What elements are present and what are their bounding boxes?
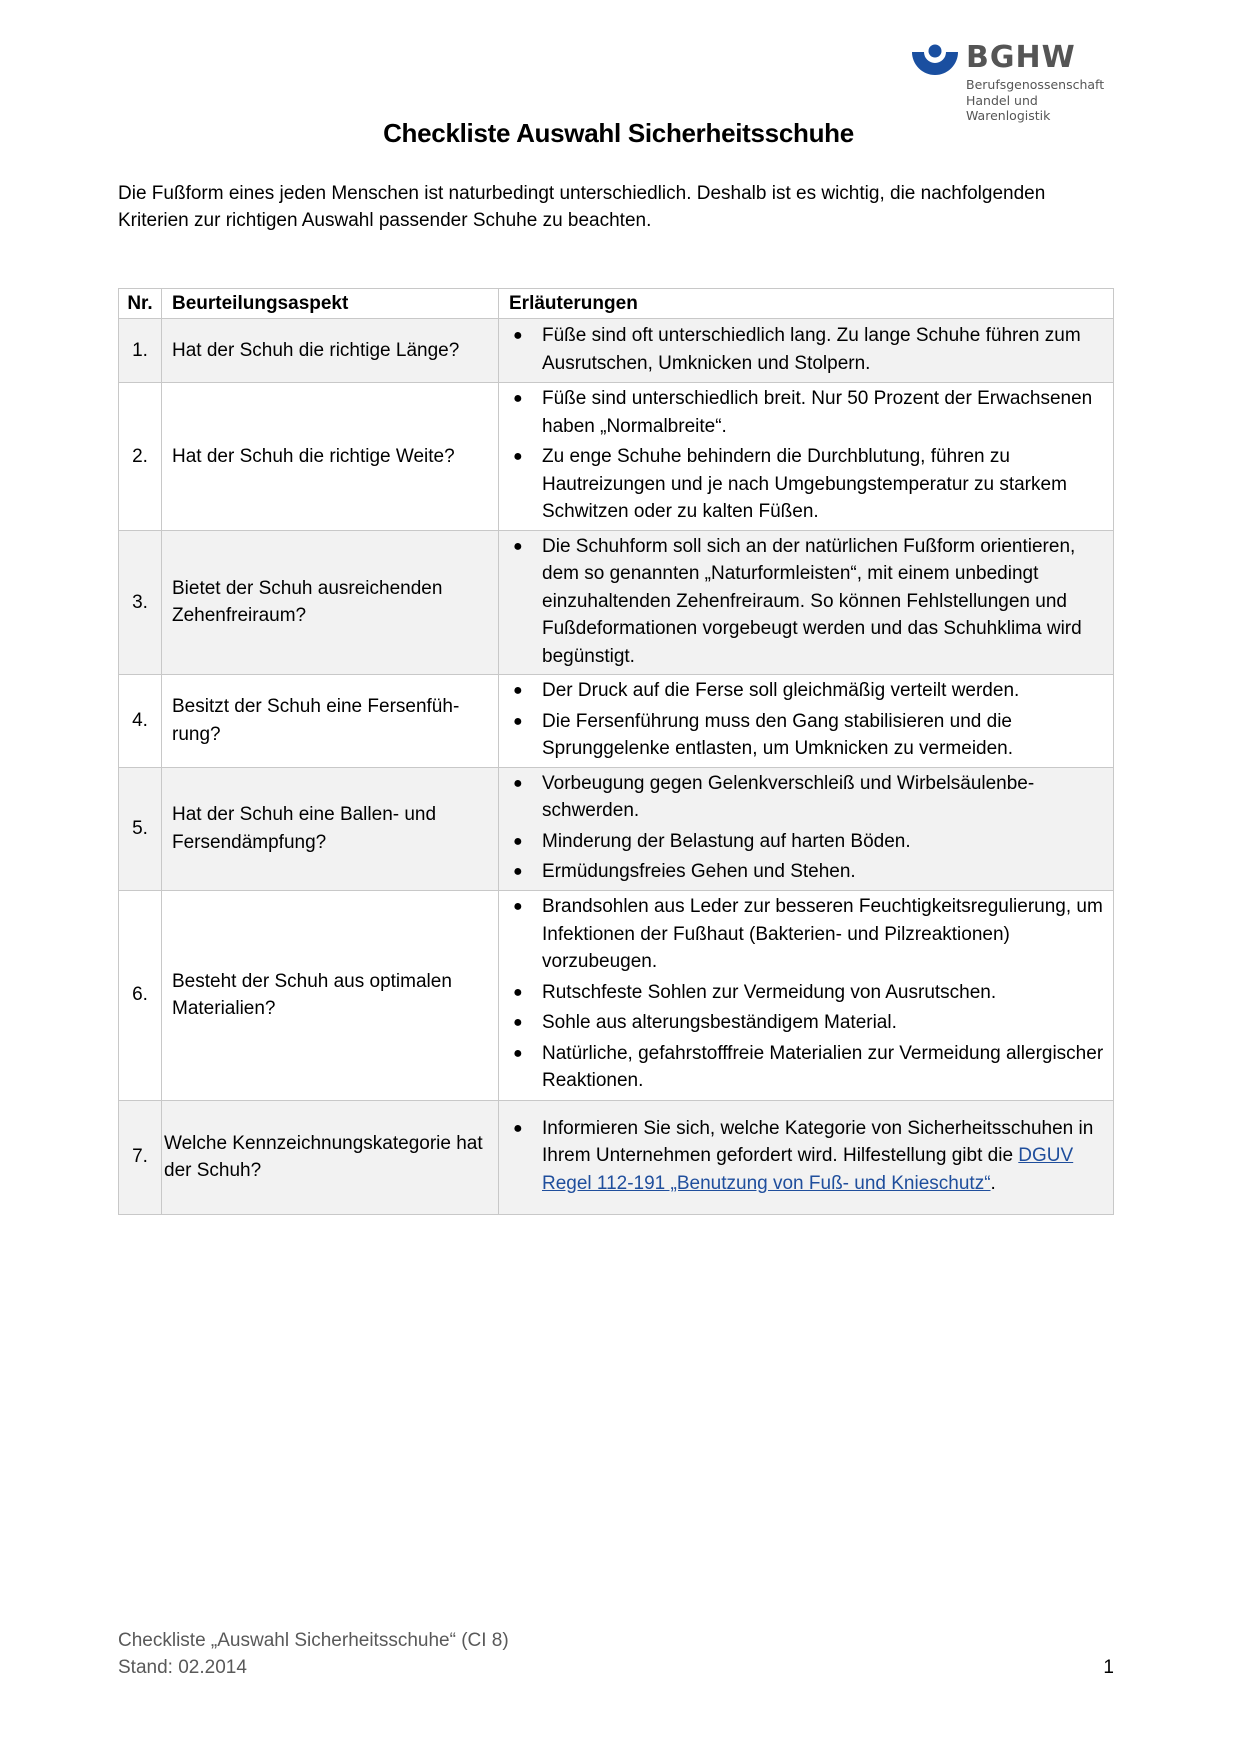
- list-item: ● Ermüdungsfreies Gehen und Stehen.: [509, 858, 1109, 886]
- table-header-row: [119, 289, 1114, 319]
- row-aspect: Hat der Schuh die richtige Weite?: [162, 383, 499, 531]
- row-aspect: Bietet der Schuh ausreichenden Zehenfreiraum?: [162, 530, 499, 675]
- row-number: 6.: [119, 890, 162, 1100]
- row-aspect: Hat der Schuh die richtige Länge?: [162, 319, 499, 383]
- row-aspect: Welche Kennzeichnungskategorie hat der Schuh?: [162, 1100, 499, 1214]
- list-item: ● Der Druck auf die Ferse soll gleichmäßig verteilt werden.: [509, 677, 1109, 705]
- row-number: 2.: [119, 383, 162, 531]
- row-number: 7.: [119, 1100, 162, 1214]
- list-item: ● Minderung der Belastung auf harten Böden.: [509, 828, 1109, 856]
- table-row: [119, 383, 1114, 531]
- list-item: ● Rutschfeste Sohlen zur Vermeidung von Ausrutschen.: [509, 979, 1109, 1007]
- row-aspect: Besitzt der Schuh eine Fersenführung?: [162, 675, 499, 768]
- bullet-icon: ●: [513, 863, 523, 880]
- page-number: 1: [1103, 1657, 1114, 1678]
- bullet-icon: ●: [513, 898, 523, 916]
- list-item: ● Die Schuhform soll sich an der natürlichen Fußform orientieren, dem so genannten „Naturformleisten“, mit einem unbedingt einzuhaltenden Zehenfreiraum. So können Fehlstellungen und Fußdeformationen vorgebeugt werden und das Schuhklima wird begünstigt.: [509, 533, 1109, 671]
- list-item: ● Vorbeugung gegen Gelenkverschleiß und Wirbelsäulenbeschwerden.: [509, 770, 1109, 825]
- row-explanation: [499, 530, 1114, 675]
- bullet-icon: ●: [513, 1044, 523, 1062]
- bullet-icon: ●: [513, 537, 523, 555]
- bullet-icon: ●: [513, 712, 523, 730]
- table-row: [119, 675, 1114, 768]
- list-item: ● Informieren Sie sich, welche Kategorie von Sicherheitsschuhen in Ihrem Unternehmen gefordert wird. Hilfestellung gibt die DGUV Regel 112-191 „Benutzung von Fuß- und Knieschutz“.: [509, 1115, 1109, 1198]
- list-item: ● Zu enge Schuhe behindern die Durchblutung, führen zu Hautreizungen und je nach Umgebungstemperatur zu starkem Schwitzen oder zu kalten Füßen.: [509, 443, 1109, 526]
- row-explanation: [499, 319, 1114, 383]
- table-row: [119, 890, 1114, 1100]
- bullet-icon: ●: [513, 1014, 523, 1032]
- table-row: [119, 530, 1114, 675]
- list-item: ● Brandsohlen aus Leder zur besseren Feuchtigkeitsregulierung, um Infektionen der Fußhaut (Bakterien- und Pilzreaktionen) vorzubeugen.: [509, 893, 1109, 976]
- list-item: ● Füße sind unterschiedlich breit. Nur 50 Prozent der Erwachsenen haben „Normalbreite“.: [509, 385, 1109, 440]
- header-explanation: Erläuterungen: [499, 289, 1114, 319]
- logo-line-1: Berufsgenossenschaft: [966, 77, 1105, 92]
- row-explanation: [499, 383, 1114, 531]
- bghw-logo: [910, 40, 1125, 123]
- list-item: ● Natürliche, gefahrstofffreie Materialien zur Vermeidung allergischer Reaktionen.: [509, 1040, 1109, 1095]
- bghw-emblem-icon: [910, 44, 960, 84]
- bullet-icon: ●: [513, 682, 523, 699]
- bullet-icon: ●: [513, 448, 523, 465]
- bullet-icon: ●: [513, 832, 523, 850]
- row-number: 3.: [119, 530, 162, 675]
- header-aspect: Beurteilungsaspekt: [162, 289, 499, 319]
- row-explanation: [499, 767, 1114, 890]
- row-aspect: Hat der Schuh eine Ballen- und Fersendämpfung?: [162, 767, 499, 890]
- footer-date: Stand: 02.2014: [118, 1657, 247, 1678]
- intro-paragraph: Die Fußform eines jeden Menschen ist naturbedingt unterschiedlich. Deshalb ist es wichtig, die nachfolgenden Kriterien zur richtigen Auswahl passender Schuhe zu beachten.: [118, 183, 1046, 231]
- bullet-icon: ●: [513, 983, 523, 1001]
- row-explanation: [499, 890, 1114, 1100]
- table-row: [119, 767, 1114, 890]
- row-explanation: [499, 1100, 1114, 1214]
- list-item: ● Füße sind oft unterschiedlich lang. Zu lange Schuhe führen zum Ausrutschen, Umknicken und Stolpern.: [509, 322, 1109, 377]
- bullet-icon: ●: [513, 327, 523, 344]
- footer-doc-title: Checkliste „Auswahl Sicherheitsschuhe“ (CI 8): [118, 1630, 509, 1651]
- bullet-icon: ●: [513, 774, 523, 792]
- row-aspect: Besteht der Schuh aus optimalen Materialien?: [162, 890, 499, 1100]
- list-item: ● Sohle aus alterungsbeständigem Material.: [509, 1009, 1109, 1037]
- header-nr: Nr.: [119, 289, 162, 319]
- page-footer: [118, 1627, 1114, 1681]
- table-row: [119, 1100, 1114, 1214]
- list-item: ● Die Fersenführung muss den Gang stabilisieren und die Sprunggelenke entlasten, um Umknicken zu vermeiden.: [509, 708, 1109, 763]
- row-explanation: [499, 675, 1114, 768]
- table-row: [119, 319, 1114, 383]
- page-title: Checkliste Auswahl Sicherheitsschuhe: [383, 118, 854, 148]
- bullet-icon: ●: [513, 390, 523, 407]
- row-number: 1.: [119, 319, 162, 383]
- dguv-regel-link[interactable]: DGUV Regel 112-191 „Benutzung von Fuß- und Knieschutz“: [542, 1145, 1074, 1194]
- row-number: 4.: [119, 675, 162, 768]
- logo-abbreviation: BGHW: [966, 40, 1076, 75]
- checklist-table: [118, 288, 1114, 1215]
- logo-line-2: Handel und Warenlogistik: [966, 93, 1051, 123]
- bullet-icon: ●: [513, 1119, 523, 1137]
- row-number: 5.: [119, 767, 162, 890]
